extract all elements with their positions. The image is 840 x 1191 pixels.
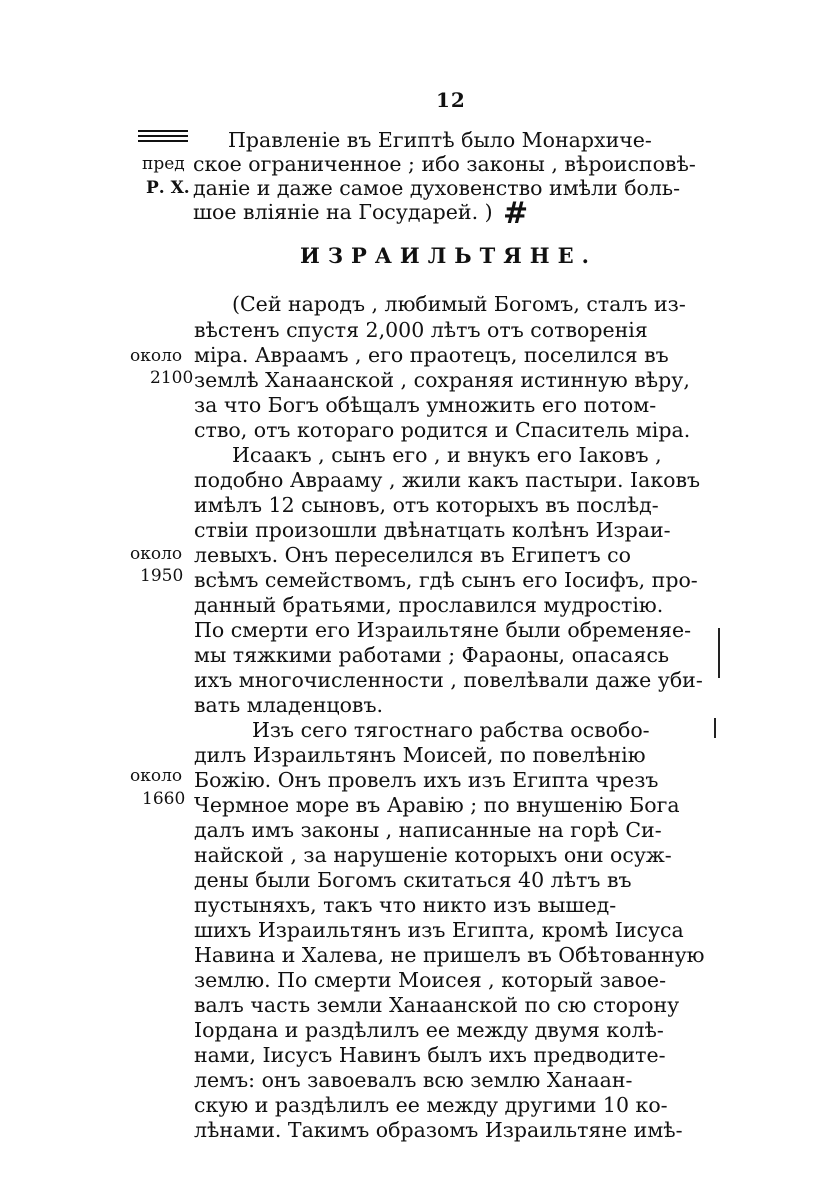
- margin-note-year: 1950: [140, 566, 184, 586]
- body-line: ствіи произошли двѣнатцать колѣнъ Израи-: [194, 518, 671, 542]
- hash-mark: #: [503, 196, 529, 231]
- top-margin-note-2: Р. Х.: [146, 178, 190, 198]
- body-line: вать младенцовъ.: [194, 693, 384, 717]
- margin-note-year: 2100: [150, 368, 194, 388]
- page-number: 12: [436, 88, 466, 112]
- margin-note-label: около: [130, 766, 183, 786]
- body-line: По смерти его Израильтяне были обременяе-: [194, 618, 692, 642]
- margin-note-year: 1660: [142, 789, 186, 809]
- body-line: Чермное море въ Аравію ; по внушенію Бога: [194, 793, 680, 817]
- body-line: подобно Аврааму , жили какъ пастыри. Іаковъ: [194, 468, 701, 492]
- body-line: дены были Богомъ скитаться 40 лѣтъ въ: [194, 868, 632, 892]
- top-note-line: шое вліяніе на Государей. ): [193, 200, 493, 224]
- body-line: лемъ: онъ завоевалъ всю землю Ханаан-: [194, 1068, 633, 1092]
- section-heading: ИЗРАИЛЬТЯНЕ.: [300, 243, 597, 268]
- body-line: пустыняхъ, такъ что никто изъ вышед-: [194, 893, 617, 917]
- body-line: скую и раздѣлилъ ее между другими 10 ко-: [194, 1093, 668, 1117]
- body-line: шихъ Израильтянъ изъ Египта, кромѣ Іисуса: [194, 918, 684, 942]
- body-line: землѣ Ханаанской , сохраняя истинную вѣру,: [194, 368, 690, 392]
- body-line: Навина и Халева, не пришелъ въ Обѣтованную: [194, 943, 705, 967]
- body-line: лѣнами. Такимъ образомъ Израильтяне имѣ-: [194, 1118, 683, 1142]
- body-line: ство, отъ котораго родится и Спаситель міра.: [194, 418, 691, 442]
- body-line: за что Богъ обѣщалъ умножить его потом-: [194, 393, 657, 417]
- body-line: Іордана и раздѣлилъ ее между двумя колѣ-: [194, 1018, 664, 1042]
- body-line: міра. Авраамъ , его праотецъ, поселился въ: [194, 343, 669, 367]
- body-line: Исаакъ , сынъ его , и внукъ его Іаковъ ,: [232, 443, 662, 467]
- body-line: данный братьями, прославился мудростію.: [194, 593, 664, 617]
- top-note-line: Правленіе въ Египтѣ было Монархиче-: [228, 128, 652, 152]
- top-note-line: даніе и даже самое духовенство имѣли боль-: [193, 176, 680, 200]
- body-line: валъ часть земли Ханаанской по сю сторону: [194, 993, 680, 1017]
- body-line: мы тяжкими работами ; Фараоны, опасаясь: [194, 643, 670, 667]
- body-line: далъ имъ законы , написанные на горѣ Си-: [194, 818, 662, 842]
- body-line: землю. По смерти Моисея , который завое-: [194, 968, 666, 992]
- body-line: всѣмъ семействомъ, гдѣ сынъ его Іосифъ, про-: [194, 568, 698, 592]
- body-line: найской , за нарушеніе которыхъ они осуж-: [194, 843, 672, 867]
- body-line: вѣстенъ спустя 2,000 лѣтъ отъ сотворенія: [194, 318, 648, 342]
- margin-rule: [718, 628, 720, 678]
- body-line: Божію. Онъ провелъ ихъ изъ Египта чрезъ: [194, 768, 659, 792]
- margin-note-label: около: [130, 346, 183, 366]
- body-line: нами, Іисусъ Навинъ былъ ихъ предводите-: [194, 1043, 666, 1067]
- top-note-line: ское ограниченное ; ибо законы , вѣроисповѣ-: [193, 152, 696, 176]
- top-margin-note-1: пред: [142, 154, 185, 174]
- struck-margin-mark: [138, 126, 188, 144]
- body-line: дилъ Израильтянъ Моисей, по повелѣнію: [194, 743, 646, 767]
- body-line: Изъ сего тягостнаго рабства освобо-: [252, 718, 650, 742]
- body-line: ихъ многочисленности , повелѣвали даже уби-: [194, 668, 703, 692]
- margin-rule: [714, 718, 716, 738]
- margin-note-label: около: [130, 544, 183, 564]
- body-line: левыхъ. Онъ переселился въ Египетъ со: [194, 543, 631, 567]
- body-line: имѣлъ 12 сыновъ, отъ которыхъ въ послѣд-: [194, 493, 659, 517]
- body-line: (Сей народъ , любимый Богомъ, сталъ из-: [232, 292, 686, 316]
